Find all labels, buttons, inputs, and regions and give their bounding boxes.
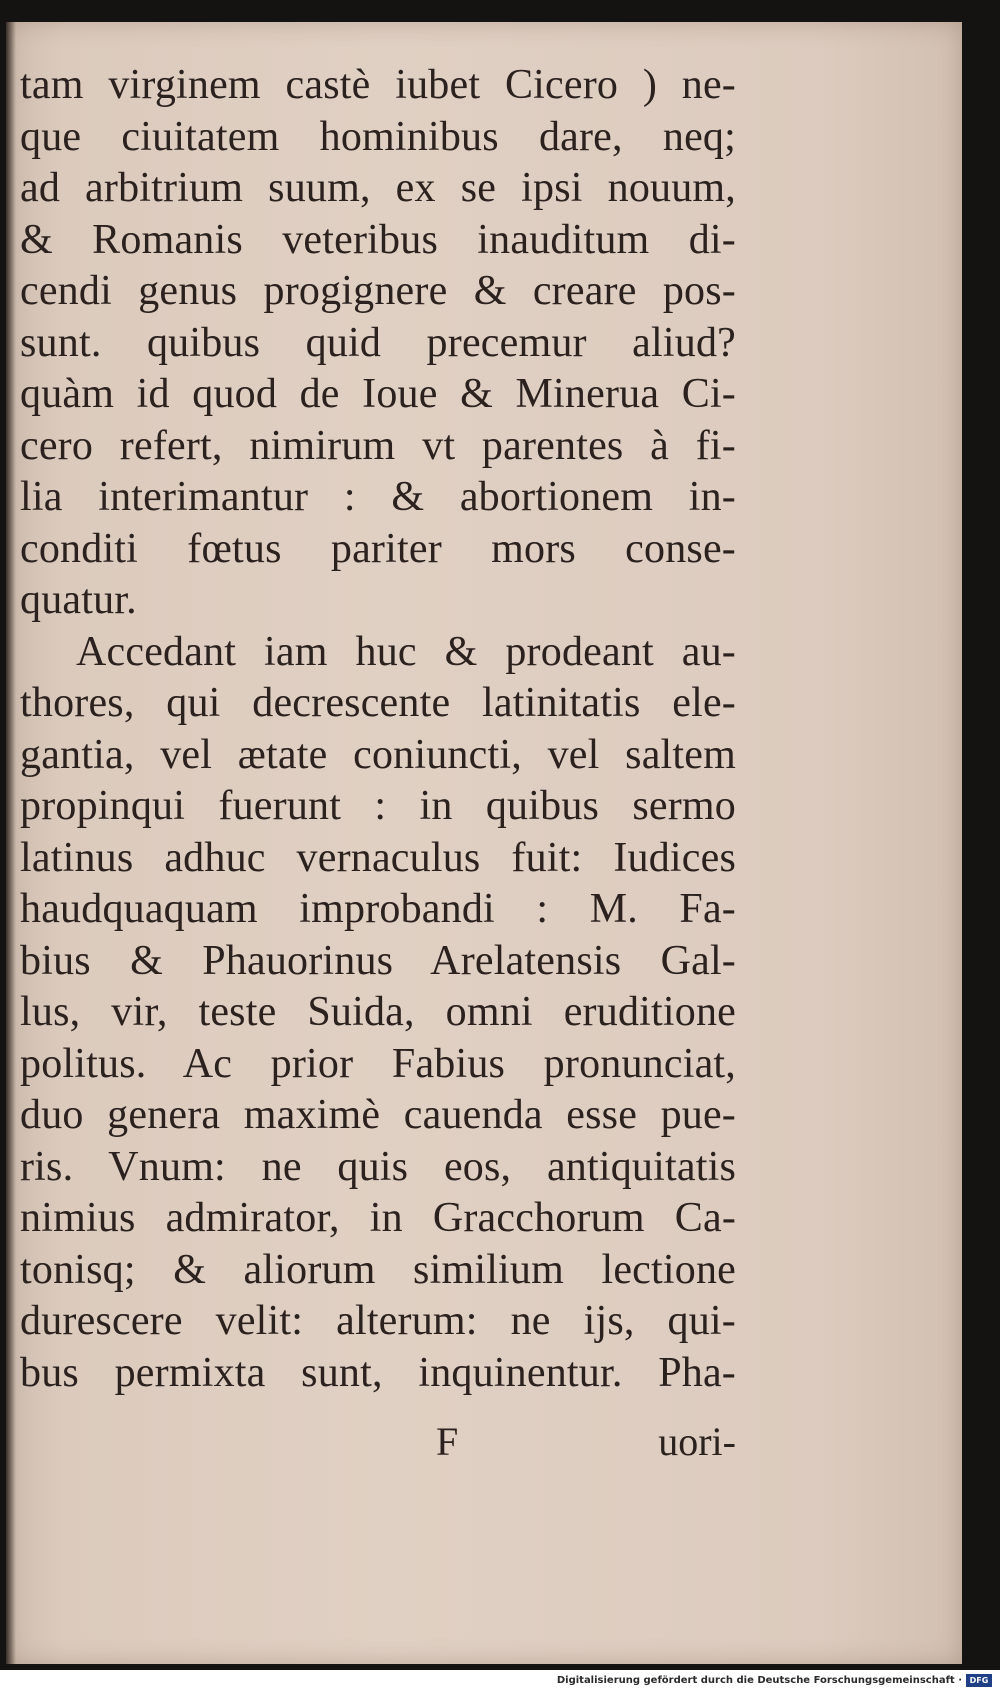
dfg-logo: DFG [966,1674,992,1687]
text-line: nimius admirator, in Gracchorum Ca- [20,1195,736,1241]
page-gutter-shadow [6,22,16,1664]
text-line: lia interimantur : & abortionem in- [20,474,736,520]
text-line: durescere velit: alterum: ne ijs, qui- [20,1298,736,1344]
digitization-footer [0,1670,1000,1693]
text-line: bus permixta sunt, inquinentur. Pha- [20,1349,736,1396]
text-line: quatur. [20,577,137,623]
funding-credit: Digitalisierung gefördert durch die Deutsche Forschungsgemeinschaft · [556,1675,962,1686]
text-line: tonisq; & aliorum similium lectione [20,1246,736,1293]
text-line: que ciuitatem hominibus dare, neq; [20,113,736,160]
text-line: bius & Phauorinus Arelatensis Gal- [20,937,736,984]
text-line: thores, qui decrescente latinitatis ele- [20,680,736,726]
book-page [6,22,962,1664]
text-line: sunt. quibus quid precemur aliud? [20,319,736,366]
text-line: ris. Vnum: ne quis eos, antiquitatis [20,1143,736,1190]
catchword: uori- [658,1419,736,1464]
page-foot-line [20,1416,736,1468]
text-line: cendi genus progignere & creare pos- [20,268,736,314]
text-line: cero refert, nimirum vt parentes à fi- [20,422,736,469]
text-line: duo genera maximè cauenda esse pue- [20,1092,736,1138]
signature-mark: F [436,1419,459,1464]
text-line: politus. Ac prior Fabius pronunciat, [20,1040,736,1087]
text-line: ad arbitrium suum, ex se ipsi nouum, [20,165,736,211]
text-line: & Romanis veteribus inauditum di- [20,216,736,263]
text-line: conditi fœtus pariter mors conse- [20,525,736,572]
text-line: latinus adhuc vernaculus fuit: Iudices [20,834,736,881]
page-text-block [20,60,736,1399]
text-line: propinqui fuerunt : in quibus sermo [20,783,736,829]
text-line: gantia, vel ætate coniuncti, vel saltem [20,731,736,778]
text-line: tam virginem castè iubet Cicero ) ne- [20,62,736,108]
text-line: quàm id quod de Ioue & Minerua Ci- [20,371,736,417]
text-line: lus, vir, teste Suida, omni eruditione [20,989,736,1035]
text-line: haudquaquam improbandi : M. Fa- [20,886,736,932]
paragraph-first-line: Accedant iam huc & prodeant au- [76,628,736,675]
